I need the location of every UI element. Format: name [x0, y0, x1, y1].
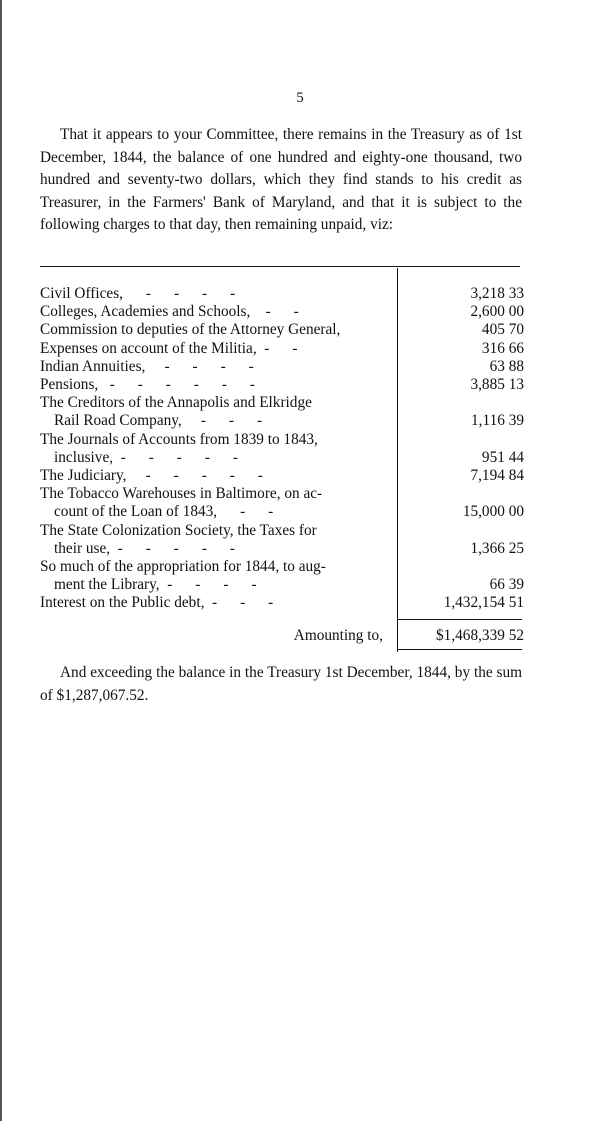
- charge-amount: 2,600 00: [470, 303, 524, 321]
- charge-description-continuation: inclusive, - - - - -: [54, 448, 238, 466]
- charge-row: [40, 467, 524, 485]
- total-row: [40, 627, 524, 645]
- charge-description-line: So much of the appropriation for 1844, to aug-: [40, 558, 326, 576]
- sum-rule: [398, 619, 522, 620]
- charge-description-continuation: their use, - - - - -: [54, 539, 235, 557]
- charge-description-line: The Creditors of the Annapolis and Elkridge: [40, 394, 312, 412]
- charge-row: [40, 303, 524, 321]
- table-top-rule: [40, 266, 520, 267]
- intro-paragraph: That it appears to your Committee, there remains in the Treasury as of 1st December, 1844, the balance of one hundred and eighty-one thousand, two hundred and seventy-two dollars, which they find stands to his credit as Treasurer, in the Farmers' Bank of Maryland, and that it is subject to the following charges to that day, then remaining unpaid, viz:: [40, 126, 522, 233]
- charges-table: [40, 285, 524, 613]
- charge-description-continuation: ment the Library, - - - -: [54, 576, 257, 594]
- charge-row: [40, 321, 524, 339]
- page-number: 5: [296, 90, 304, 106]
- charge-row: [40, 431, 524, 467]
- charge-description: [40, 467, 395, 485]
- charge-description-line: Civil Offices, - - - -: [40, 285, 236, 302]
- charge-amount: 66 39: [489, 576, 524, 594]
- charge-amount: 405 70: [481, 321, 524, 339]
- charge-description-line: Commission to deputies of the Attorney General,: [40, 321, 341, 339]
- charge-amount: 951 44: [481, 448, 524, 466]
- total-underline: [398, 649, 522, 650]
- charge-row: [40, 522, 524, 558]
- charge-description: [40, 431, 395, 467]
- charge-description-line: Interest on the Public debt, - - -: [40, 594, 274, 612]
- charge-amount: 3,218 33: [470, 285, 524, 302]
- charge-description-line: The Judiciary, - - - - -: [40, 467, 263, 485]
- charge-description-line: Expenses on account of the Militia, - -: [40, 339, 298, 357]
- charge-amount: 7,194 84: [470, 467, 524, 485]
- charge-description-continuation: count of the Loan of 1843, - -: [54, 503, 274, 521]
- charge-row: [40, 485, 524, 521]
- charge-amount: 1,116 39: [471, 412, 524, 430]
- charge-description: [40, 485, 395, 521]
- charge-description: [40, 321, 395, 339]
- charge-description: [40, 594, 395, 612]
- charge-description: [40, 558, 395, 594]
- charge-row: [40, 558, 524, 594]
- charge-description: [40, 340, 395, 358]
- charge-row: [40, 394, 524, 430]
- charge-description: [40, 522, 395, 558]
- total-label: Amounting to,: [293, 627, 383, 644]
- charge-description-line: The State Colonization Society, the Taxes for: [40, 521, 317, 539]
- charge-row: [40, 594, 524, 612]
- charge-amount: 1,432,154 51: [443, 594, 524, 612]
- charge-description-line: Indian Annuities, - - - -: [40, 357, 254, 375]
- charge-description: [40, 376, 395, 394]
- page-edge: [0, 0, 2, 1121]
- closing-paragraph: And exceeding the balance in the Treasury 1st December, 1844, by the sum of $1,287,067.52.: [40, 664, 522, 704]
- charge-description: [40, 303, 395, 321]
- charge-description-line: Colleges, Academies and Schools, - -: [40, 303, 299, 321]
- charge-amount: 316 66: [481, 339, 524, 357]
- charge-description-line: The Tobacco Warehouses in Baltimore, on ac-: [40, 485, 323, 503]
- charge-description-continuation: Rail Road Company, - - -: [54, 412, 263, 430]
- charge-amount: 3,885 13: [470, 376, 524, 394]
- charge-row: [40, 376, 524, 394]
- charge-amount: 63 88: [489, 357, 524, 375]
- charge-amount: 1,366 25: [470, 539, 524, 557]
- charge-description-line: The Journals of Accounts from 1839 to 1843,: [40, 430, 318, 448]
- charge-description-line: Pensions, - - - - - -: [40, 376, 255, 394]
- charge-description: [40, 358, 395, 376]
- charge-row: [40, 285, 524, 303]
- charge-description: [40, 285, 395, 303]
- charge-description: [40, 394, 395, 430]
- total-value: $1,468,339 52: [436, 627, 524, 644]
- charge-amount: 15,000 00: [462, 503, 524, 521]
- charge-row: [40, 358, 524, 376]
- charge-row: [40, 340, 524, 358]
